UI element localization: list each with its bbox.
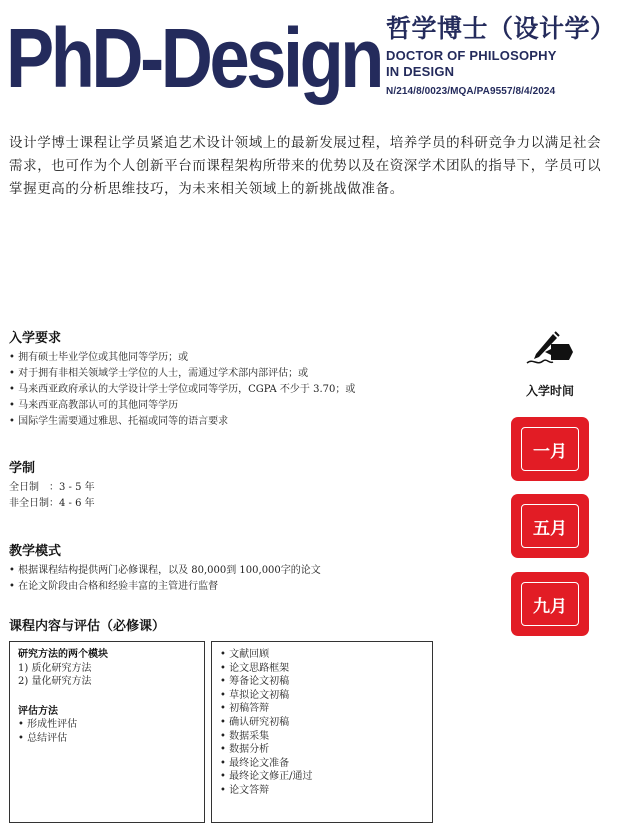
teaching-section (9, 543, 321, 595)
duration-item: 全日制 ：3 - 5 年 (9, 482, 95, 493)
admission-heading: 入学要求 (9, 331, 62, 346)
program-title-block (386, 12, 622, 97)
admission-item: • 马来西亚政府承认的大学设计学士学位或同等学历，CGPA 不少于 3.70；或 (9, 384, 356, 395)
accreditation-code: N/214/8/0023/MQA/PA9557/8/4/2024 (386, 86, 556, 97)
assessment-item: • 总结评估 (18, 732, 68, 744)
courses-heading: 课程内容与评估（必修课） (9, 619, 166, 634)
intake-title: 入学时间 (525, 384, 574, 398)
program-title-zh: 哲学博士（设计学） (386, 14, 616, 43)
program-title-en-line1: DOCTOR OF PHILOSOPHY (386, 48, 557, 63)
module-item: 1) 质化研究方法 (18, 662, 92, 674)
duration-heading: 学制 (9, 461, 36, 476)
course-item: • 确认研究初稿 (220, 716, 290, 728)
intake-month-label: 九月 (521, 582, 579, 626)
intake-month-badge (511, 417, 589, 481)
admission-item: • 国际学生需要通过雅思、托福或同等的语言要求 (9, 416, 229, 427)
assessment-heading: 评估方法 (18, 705, 58, 717)
duration-section (9, 460, 95, 512)
intake-month-label: 一月 (521, 427, 579, 471)
teaching-item: • 在论文阶段由合格和经验丰富的主管进行监督 (9, 581, 219, 592)
intake-month-badge (511, 494, 589, 558)
admission-item: • 对于拥有非相关领域学士学位的人士，需通过学术部内部评估；或 (9, 368, 309, 379)
modules-heading: 研究方法的两个模块 (18, 649, 108, 660)
course-item: • 文献回顾 (220, 649, 270, 660)
course-item: • 论文答辩 (220, 784, 270, 796)
course-item: • 筹备论文初稿 (220, 676, 290, 688)
intro-paragraph: 设计学博士课程让学员紧追艺术设计领域上的最新发展过程，培养学员的科研竞争力以满足社会需求，也可作为个人创新平台而课程架构所带来的优势以及在资深学术团队的指导下，学员可以掌握更高的分析思维技巧，为未来相关领域上的新挑战做准备。 (9, 135, 602, 197)
admission-item: • 马来西亚高教部认可的其他同等学历 (9, 400, 179, 411)
teaching-item: • 根据课程结构提供两门必修课程，以及 80,000到 100,000字的论文 (9, 565, 321, 576)
program-title-en-line2: IN DESIGN (386, 64, 455, 79)
intake-month-badge (511, 572, 589, 636)
admission-section (9, 330, 355, 430)
course-item: • 草拟论文初稿 (220, 689, 290, 701)
course-item: • 数据采集 (220, 730, 270, 742)
course-item: • 最终论文修正/通过 (220, 771, 313, 783)
course-item: • 初稿答辩 (220, 703, 270, 715)
courses-right-box (211, 641, 433, 823)
pen-signing-icon (523, 330, 575, 370)
brand-title: PhD-Design (6, 11, 381, 105)
assessment-item: • 形成性评估 (18, 719, 78, 731)
course-item: • 最终论文准备 (220, 757, 290, 769)
admission-item: • 拥有硕士毕业学位或其他同等学历；或 (9, 352, 189, 363)
course-item: • 论文思路框架 (220, 662, 290, 674)
duration-item: 非全日制：4 - 6 年 (9, 498, 95, 509)
courses-section (9, 618, 165, 638)
courses-left-box (9, 641, 205, 823)
intake-month-label: 五月 (521, 504, 579, 548)
module-item: 2) 量化研究方法 (18, 676, 92, 688)
teaching-heading: 教学模式 (9, 544, 62, 559)
course-item: • 数据分析 (220, 744, 270, 756)
